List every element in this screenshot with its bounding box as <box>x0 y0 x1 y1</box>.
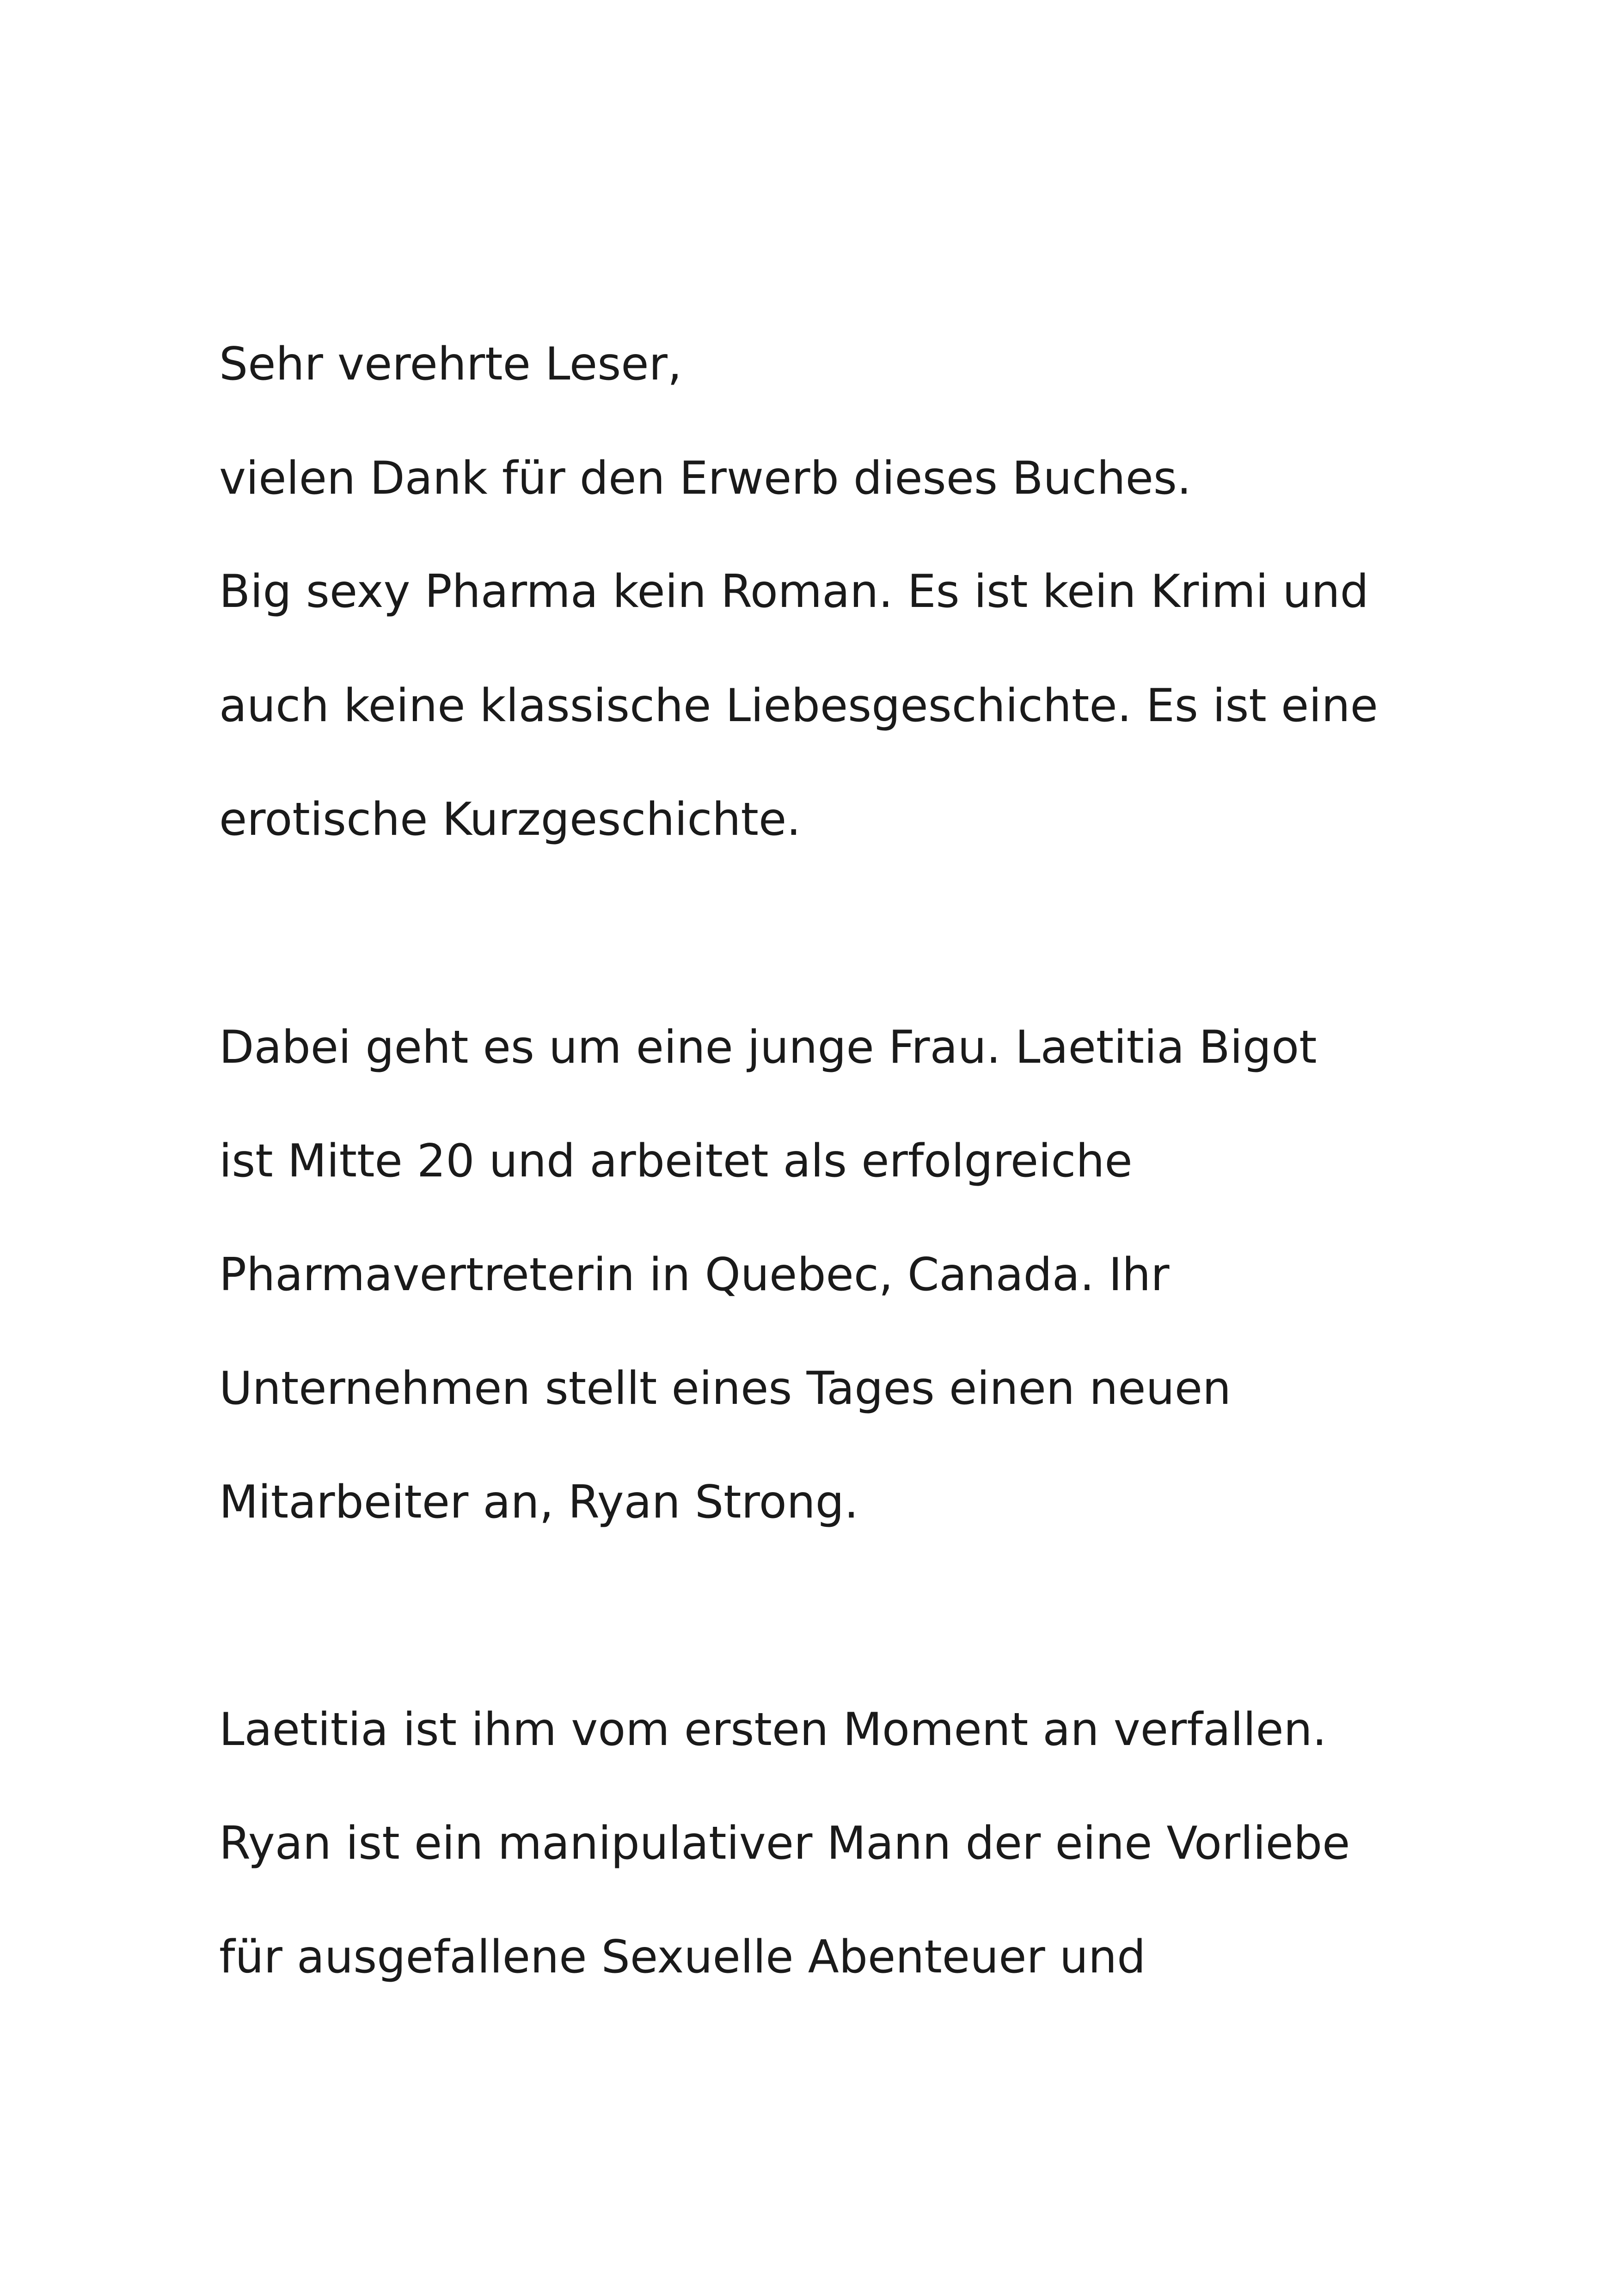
paragraph-1-line-3: auch keine klassische Liebesgeschichte. Es ist eine <box>219 680 1378 732</box>
paragraph-1-line-4: erotische Kurzgeschichte. <box>219 793 801 846</box>
greeting-line: Sehr verehrte Leser, <box>219 338 682 391</box>
paragraph-1-line-1: vielen Dank für den Erwerb dieses Buches. <box>219 452 1192 505</box>
paragraph-2-line-1: Dabei geht es um eine junge Frau. Laetitia Bigot <box>219 1021 1317 1074</box>
paragraph-2-line-4: Unternehmen stellt eines Tages einen neuen <box>219 1362 1232 1415</box>
paragraph-1-line-2: Big sexy Pharma kein Roman. Es ist kein Krimi und <box>219 565 1369 618</box>
paragraph-2-line-2: ist Mitte 20 und arbeitet als erfolgreiche <box>219 1135 1133 1188</box>
paragraph-2-line-5: Mitarbeiter an, Ryan Strong. <box>219 1476 859 1529</box>
paragraph-3-line-2: Ryan ist ein manipulativer Mann der eine Vorliebe <box>219 1817 1350 1870</box>
paragraph-3-line-3: für ausgefallene Sexuelle Abenteuer und <box>219 1931 1146 1984</box>
paragraph-2-line-3: Pharmavertreterin in Quebec, Canada. Ihr <box>219 1249 1170 1301</box>
paragraph-3-line-1: Laetitia ist ihm vom ersten Moment an verfallen. <box>219 1703 1327 1756</box>
